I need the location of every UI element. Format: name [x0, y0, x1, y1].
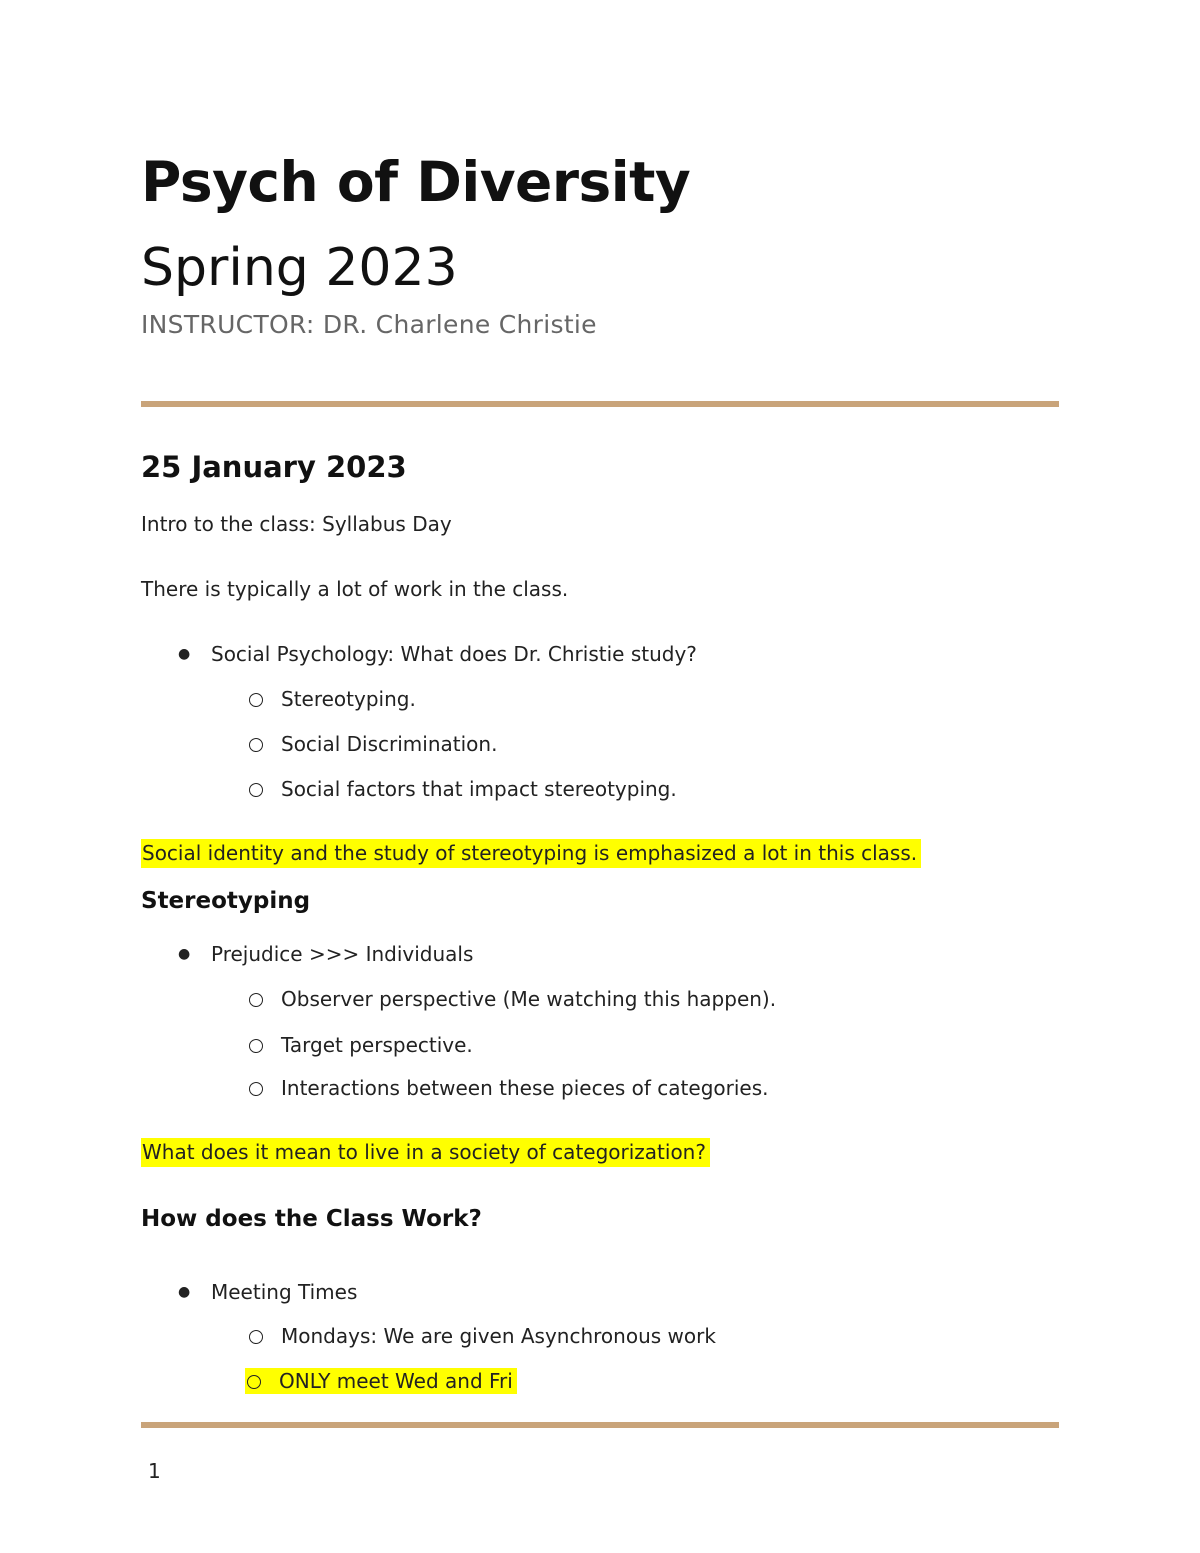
document-title: Psych of Diversity: [141, 150, 691, 214]
bullet-icon: ●: [178, 646, 191, 662]
circle-bullet-icon: [249, 783, 263, 797]
list-item: Social factors that impact stereotyping.: [247, 776, 677, 802]
list-item: Interactions between these pieces of categories.: [247, 1075, 769, 1101]
list-item: Observer perspective (Me watching this happen).: [247, 986, 776, 1012]
list-item: ONLY meet Wed and Fri: [245, 1368, 517, 1394]
list-item: Social Discrimination.: [247, 731, 497, 757]
bullet-icon: ●: [178, 1284, 191, 1300]
circle-bullet-icon: [249, 993, 263, 1007]
prejudice-label: Prejudice >>> Individuals: [211, 942, 474, 966]
highlighted-note: Social identity and the study of stereotyping is emphasized a lot in this class.: [141, 841, 921, 865]
page-number: 1: [148, 1459, 161, 1483]
circle-bullet-icon: [249, 693, 263, 707]
bottom-divider: [141, 1422, 1059, 1428]
meeting-times-label: Meeting Times: [211, 1280, 358, 1304]
instructor-line: INSTRUCTOR: DR. Charlene Christie: [141, 310, 597, 339]
class-work-heading: How does the Class Work?: [141, 1206, 482, 1232]
circle-bullet-icon: [247, 1375, 261, 1389]
list-item: Mondays: We are given Asynchronous work: [247, 1323, 716, 1349]
circle-bullet-icon: [249, 1039, 263, 1053]
workload-paragraph: There is typically a lot of work in the class.: [141, 577, 569, 601]
top-divider: [141, 401, 1059, 407]
bullet-icon: ●: [178, 946, 191, 962]
circle-bullet-icon: [249, 1330, 263, 1344]
circle-bullet-icon: [249, 738, 263, 752]
highlighted-question: What does it mean to live in a society of categorization?: [141, 1140, 710, 1164]
list-item: Target perspective.: [247, 1032, 473, 1058]
intro-paragraph: Intro to the class: Syllabus Day: [141, 512, 452, 536]
social-psych-label: Social Psychology: What does Dr. Christie study?: [211, 642, 697, 666]
list-item: Stereotyping.: [247, 686, 416, 712]
document-subtitle: Spring 2023: [141, 238, 458, 298]
date-heading: 25 January 2023: [141, 450, 407, 484]
circle-bullet-icon: [249, 1082, 263, 1096]
stereotyping-heading: Stereotyping: [141, 888, 311, 914]
